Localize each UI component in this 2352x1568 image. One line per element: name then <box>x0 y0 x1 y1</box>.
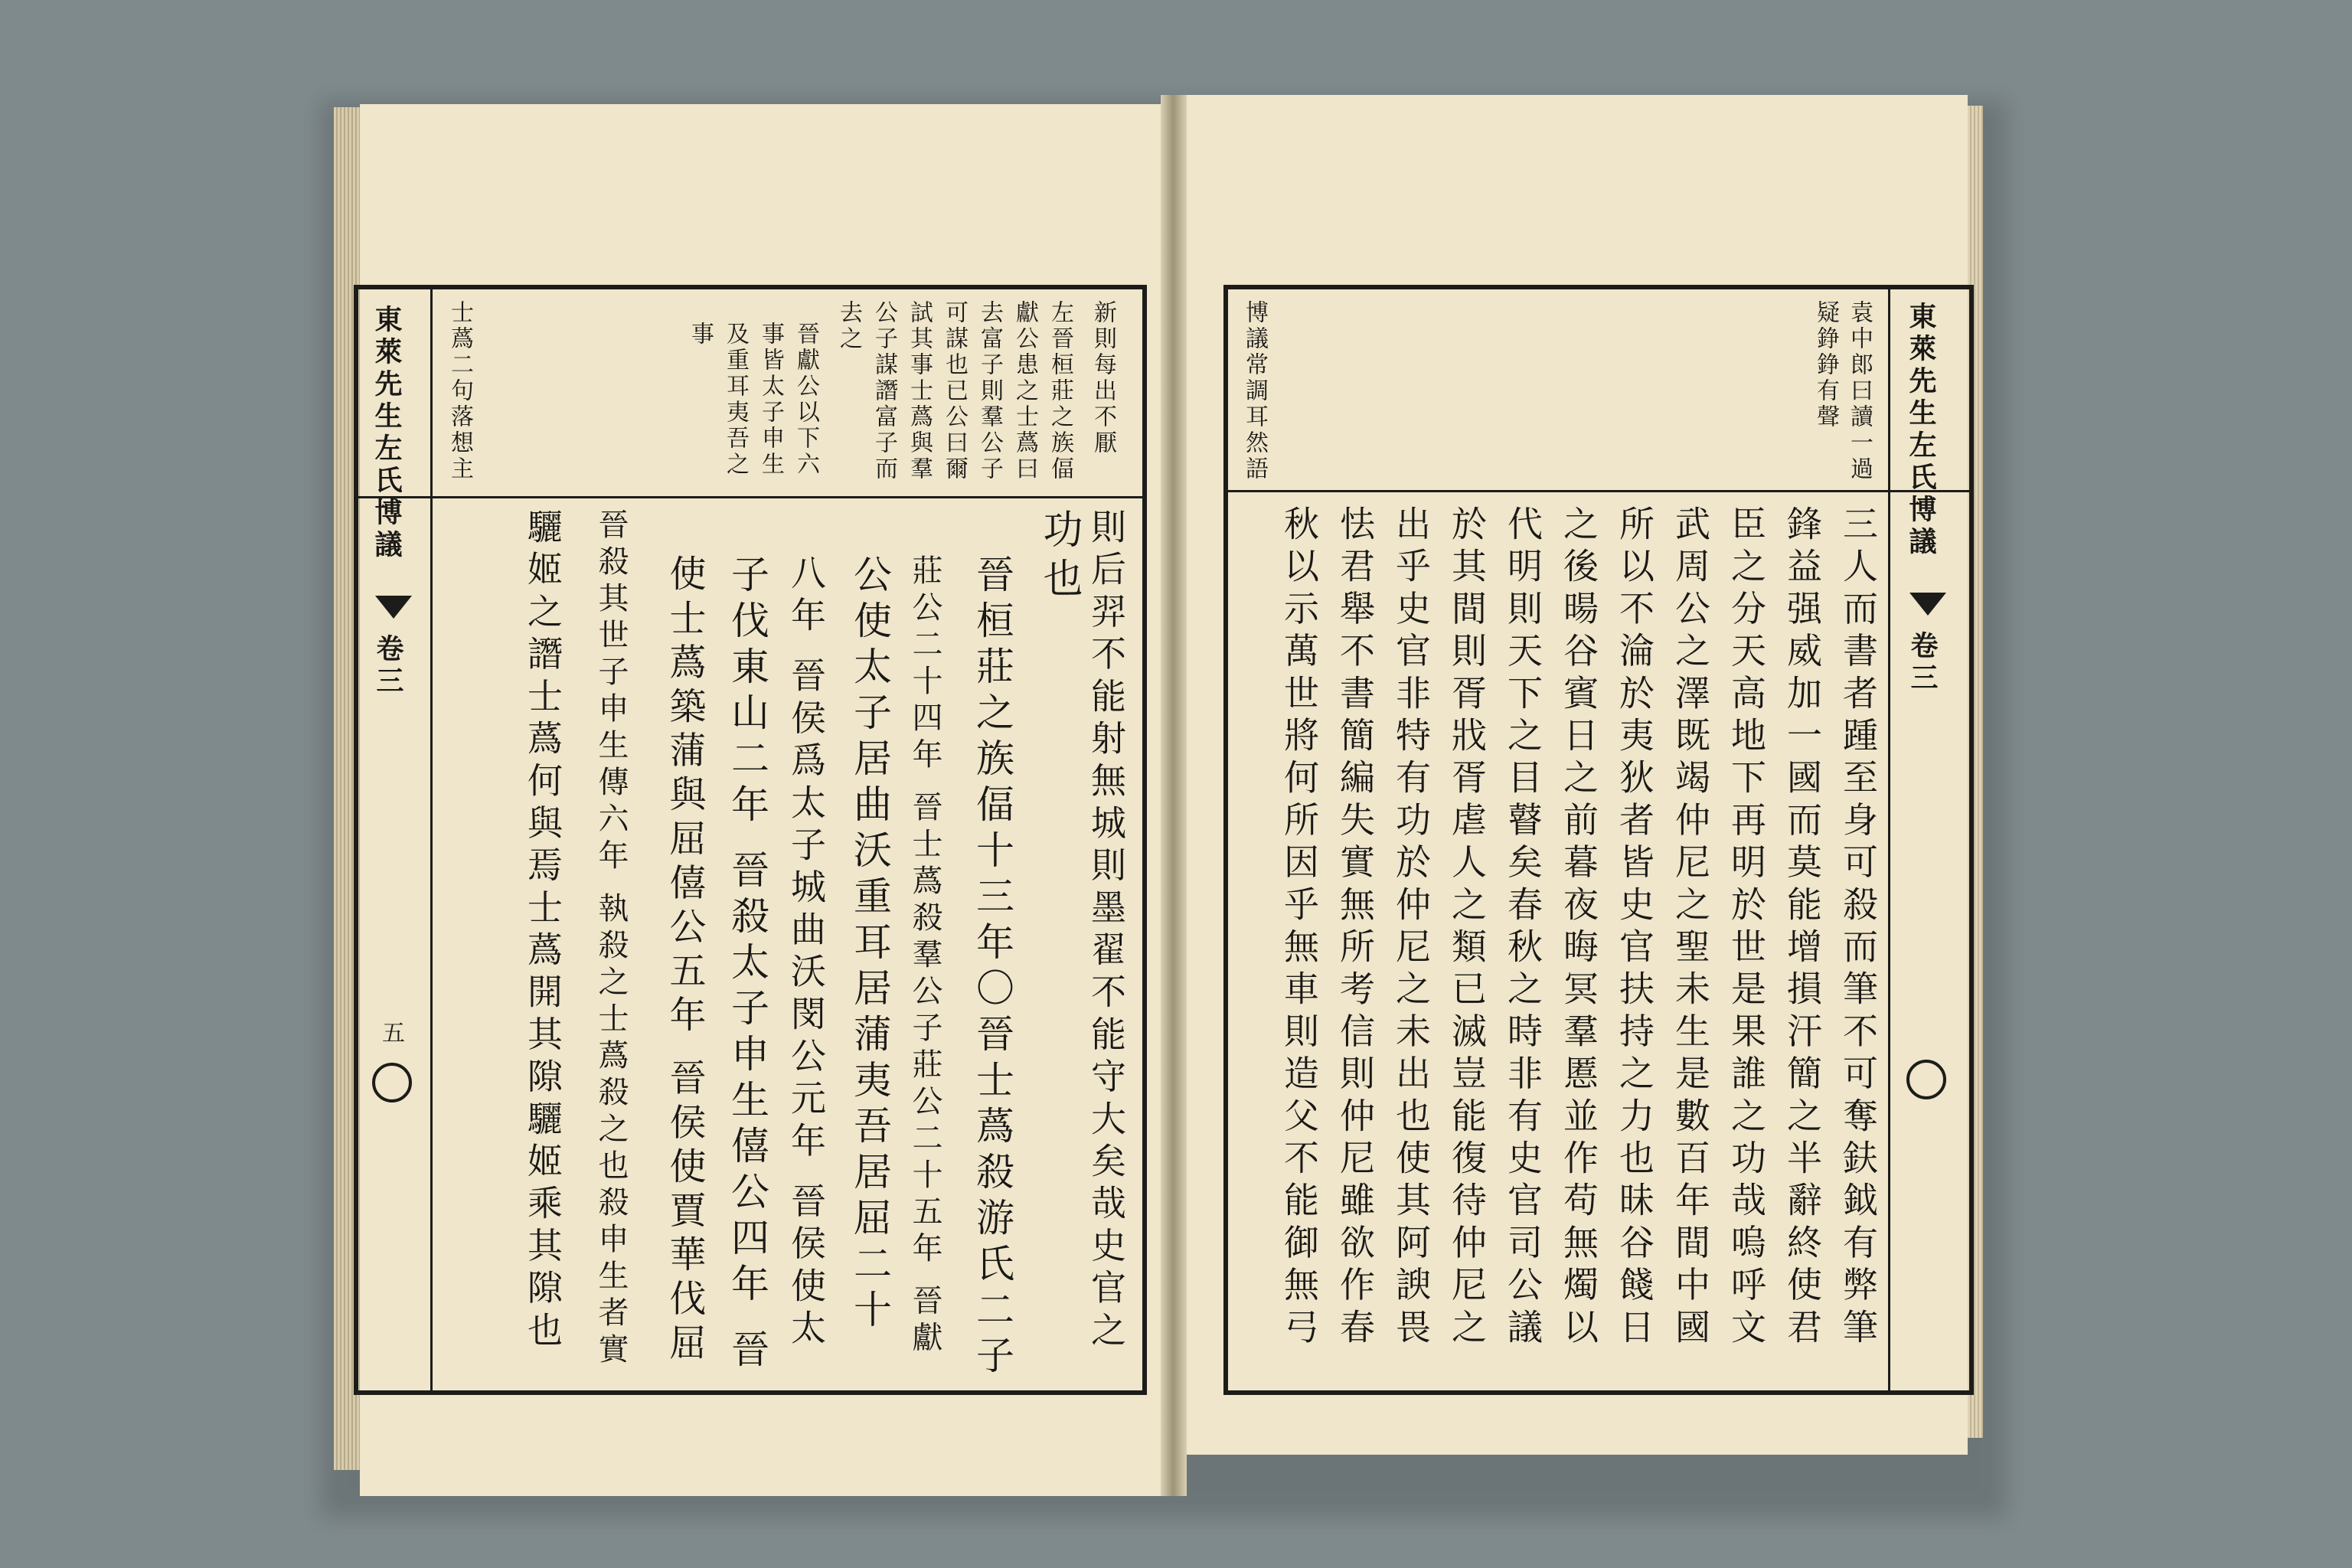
body-column: 臣之分天高地下再明於世是果誰之功哉嗚呼文 <box>1726 505 1767 1351</box>
head-note: 左晉桓莊之族偪 <box>1047 300 1073 482</box>
body-column: 子伐東山二年 晉殺太子申生僖公四年 晉 <box>725 554 769 1375</box>
head-note: 袁中郎曰讀一過 <box>1846 300 1873 482</box>
body-column: 出乎史官非特有功於仲尼之未出也使其阿諛畏 <box>1390 505 1432 1351</box>
body-column: 公使太子居曲沃重耳居蒲夷吾居屈二十 <box>848 554 892 1335</box>
right-text-frame <box>1223 285 1974 1395</box>
right-volume-label: 卷三 <box>1906 631 1939 695</box>
head-note-divider <box>358 496 1142 498</box>
body-column: 則后羿不能射無城則墨翟不能守大矣哉史官之 <box>1086 508 1127 1354</box>
body-column: 鋒益强威加一國而莫能增損汗簡之半辭終使君 <box>1782 505 1823 1351</box>
body-column: 所以不淪於夷狄者皆史官扶持之力也昧谷餞日 <box>1614 505 1655 1351</box>
left-volume-label: 卷三 <box>372 634 404 698</box>
head-note: 博議常調耳然語 <box>1241 300 1268 482</box>
left-page-number: 五 <box>377 1021 404 1047</box>
head-note: 試其事士蔿與羣 <box>906 300 933 482</box>
head-note: 新則每出不厭 <box>1089 300 1116 456</box>
head-note: 可謀也已公曰爾 <box>941 300 968 482</box>
body-column: 怯君舉不書簡編失實無所考信則仲尼雖欲作春 <box>1334 505 1376 1351</box>
head-note: 公子謀譖富子而 <box>871 300 897 482</box>
head-note-divider <box>1228 490 1969 492</box>
body-column: 莊公二十四年 晉士蔿殺羣公子莊公二十五年 晉獻 <box>907 554 942 1358</box>
head-note: 晉獻公以下六 <box>792 322 819 478</box>
head-note: 疑錚錚有聲 <box>1812 300 1839 430</box>
left-gutter-label: 東萊先生左氏博議 <box>371 305 403 562</box>
body-column: 於其間則胥戕胥虐人之類已滅豈能復待仲尼之 <box>1446 505 1488 1351</box>
head-note: 事 <box>687 322 714 348</box>
fish-tail-mark <box>375 596 412 619</box>
book-gutter <box>1161 95 1187 1496</box>
fish-tail-mark <box>1909 593 1946 616</box>
gutter-divider <box>430 289 433 1390</box>
head-note: 去之 <box>835 300 862 352</box>
head-note: 獻公患之士蔿曰 <box>1011 300 1038 482</box>
body-column: 代明則天下之目瞽矣春秋之時非有史官司公議 <box>1502 505 1544 1351</box>
body-column: 三人而書者踵至身可殺而筆不可奪鈇鉞有弊筆 <box>1838 505 1879 1351</box>
body-column: 驪姬之譖士蔿何與焉士蔿開其隙驪姬乘其隙也 <box>522 508 564 1354</box>
body-column: 武周公之澤既竭仲尼之聖未生是數百年間中國 <box>1670 505 1711 1351</box>
body-column: 晉殺其世子申生傳六年 執殺之士蔿殺之也殺申生者實 <box>593 508 629 1370</box>
head-note: 去富子則羣公子 <box>976 300 1003 482</box>
body-column: 之後暘谷賓日之前暮夜晦冥羣慝並作苟無燭以 <box>1558 505 1599 1351</box>
head-note: 及重耳夷吾之 <box>722 322 749 478</box>
left-text-frame <box>354 285 1147 1395</box>
body-column: 秋以示萬世將何所因乎無車則造父不能御無弓 <box>1279 505 1320 1351</box>
gutter-circle-mark <box>1906 1060 1946 1099</box>
gutter-divider <box>1888 289 1890 1390</box>
gutter-circle-mark <box>372 1063 412 1102</box>
body-column: 使士蔿築蒲與屈僖公五年 晉侯使賈華伐屈 <box>663 554 706 1367</box>
right-gutter-label: 東萊先生左氏博議 <box>1905 302 1937 559</box>
body-column: 晉桓莊之族偪十三年〇晉士蔿殺游氏二子 <box>970 554 1014 1381</box>
body-column: 八年 晉侯爲太子城曲沃閔公元年 晉侯使太 <box>786 554 827 1352</box>
body-column: 功也 <box>1036 508 1082 606</box>
head-note: 士蔿二句落想主 <box>446 300 473 482</box>
head-note: 事皆太子申生 <box>757 322 784 478</box>
